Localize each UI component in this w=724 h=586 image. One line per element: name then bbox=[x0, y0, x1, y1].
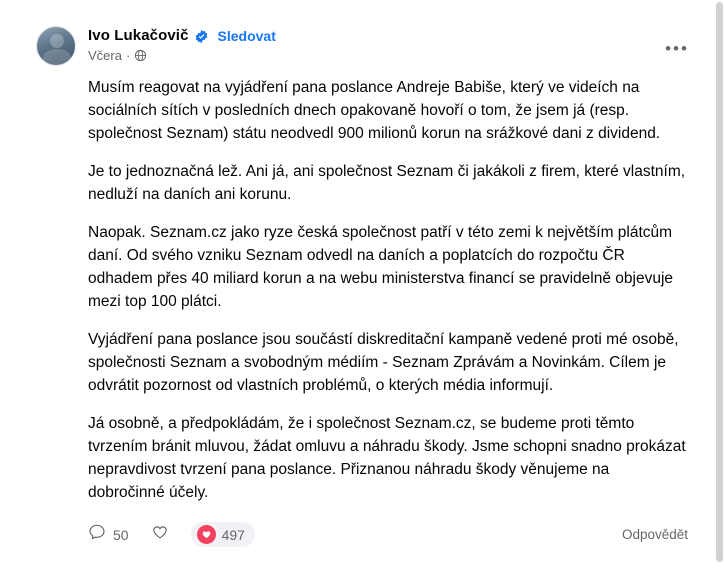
post-footer bbox=[36, 522, 700, 547]
post-body bbox=[36, 76, 700, 504]
more-options-button[interactable]: ••• bbox=[665, 39, 689, 58]
scrollbar-track[interactable] bbox=[714, 0, 724, 586]
author-block bbox=[88, 26, 276, 63]
heart-outline-icon bbox=[151, 523, 169, 546]
author-name[interactable]: Ivo Lukačovič bbox=[88, 27, 189, 44]
meta-separator: · bbox=[125, 48, 131, 63]
scrollbar-thumb[interactable] bbox=[716, 2, 723, 562]
globe-icon[interactable] bbox=[134, 49, 147, 62]
post-paragraph: Já osobně, a předpokládám, že i společnost Seznam.cz, se budeme proti těmto tvrzením bránit mluvou, žádat omluvu a náhradu škody. Jsme schopni snadno prokázat nepravdivost tvrzení pana poslance. Přiznanou náhradu škody věnujeme na dobročinné účely. bbox=[88, 415, 686, 501]
avatar[interactable] bbox=[36, 26, 76, 66]
post-header bbox=[36, 26, 700, 66]
like-button[interactable] bbox=[151, 523, 169, 546]
author-name-row bbox=[88, 27, 276, 45]
verified-badge-icon bbox=[194, 29, 209, 44]
follow-button[interactable]: Sledovat bbox=[217, 28, 276, 44]
reaction-chip[interactable] bbox=[191, 522, 255, 547]
heart-filled-icon bbox=[197, 525, 216, 544]
post-paragraph: Je to jednoznačná lež. Ani já, ani společnost Seznam či jakákoli z firem, které vlastním, nedluží na daních ani korunu. bbox=[88, 163, 686, 203]
post-paragraph: Naopak. Seznam.cz jako ryze česká společnost patří v této zemi k největším plátcům daní. Od svého vzniku Seznam odvedl na daních a poplatcích do rozpočtu ČR odhadem přes 40 miliard korun a na webu ministerstva financí se pravidelně objevuje mezi top 100 plátci. bbox=[88, 224, 674, 310]
post-paragraph: Vyjádření pana poslance jsou součástí diskreditační kampaně vedené proti mé osobě, společnosti Seznam a svobodným médiím - Seznam Zprávám a Novinkám. Cílem je odvrátit pozornost od vlastních problémů, o kterých média informují. bbox=[88, 331, 679, 394]
comment-count: 50 bbox=[113, 526, 129, 543]
timestamp[interactable]: Včera bbox=[88, 48, 122, 63]
post-meta bbox=[88, 48, 276, 63]
post-paragraph: Musím reagovat na vyjádření pana poslance Andreje Babiše, který ve videích na sociálních sítích v posledních dnech opakovaně hovoří o tom, že jsem já (resp. společnost Seznam) státu neodvedl 900 milionů korun na srážkové dani z dividend. bbox=[88, 79, 661, 142]
reply-button[interactable]: Odpovědět bbox=[621, 527, 688, 542]
reaction-count: 497 bbox=[221, 526, 245, 543]
comment-bubble-icon bbox=[88, 523, 106, 546]
comment-button[interactable] bbox=[88, 523, 129, 546]
